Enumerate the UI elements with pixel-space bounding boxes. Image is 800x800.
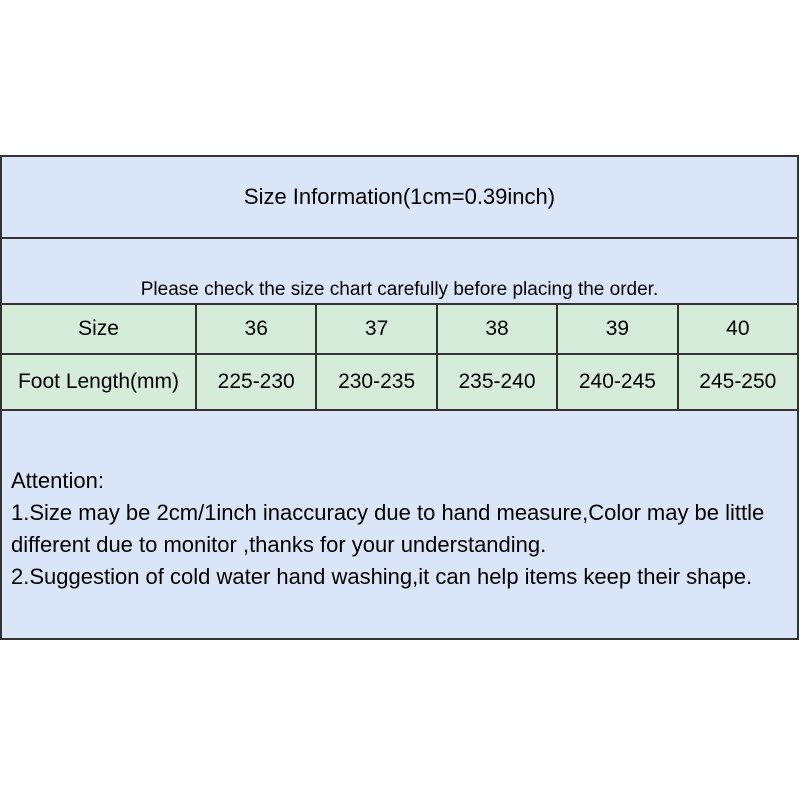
size-header-row bbox=[2, 305, 797, 355]
title-row bbox=[2, 157, 797, 239]
foot-length-row bbox=[2, 355, 797, 411]
size-column-39: 39 bbox=[558, 305, 678, 353]
foot-length-37: 230-235 bbox=[317, 355, 437, 409]
size-column-40: 40 bbox=[726, 317, 750, 340]
table-title: Size Information(1cm=0.39inch) bbox=[243, 184, 556, 209]
size-header-label: Size bbox=[2, 305, 197, 353]
notice-text: Please check the size chart carefully before placing the order. bbox=[140, 279, 659, 300]
foot-length-40: 245-250 bbox=[699, 370, 777, 393]
attention-heading: Attention: bbox=[11, 468, 104, 493]
foot-length-39: 240-245 bbox=[558, 355, 678, 409]
notice-row bbox=[2, 239, 797, 305]
size-column-37: 37 bbox=[317, 305, 437, 353]
foot-length-label: Foot Length(mm) bbox=[2, 355, 197, 409]
attention-note-2: 2.Suggestion of cold water hand washing,it can help items keep their shape. bbox=[11, 564, 753, 589]
attention-note-1: 1.Size may be 2cm/1inch inaccuracy due to hand measure,Color may be little different due to monitor ,thanks for your understanding. bbox=[11, 500, 765, 557]
attention-section bbox=[2, 411, 797, 638]
size-column-38: 38 bbox=[438, 305, 558, 353]
foot-length-36: 225-230 bbox=[197, 355, 317, 409]
size-column-36: 36 bbox=[197, 305, 317, 353]
size-information-table bbox=[0, 155, 799, 640]
foot-length-38: 235-240 bbox=[438, 355, 558, 409]
